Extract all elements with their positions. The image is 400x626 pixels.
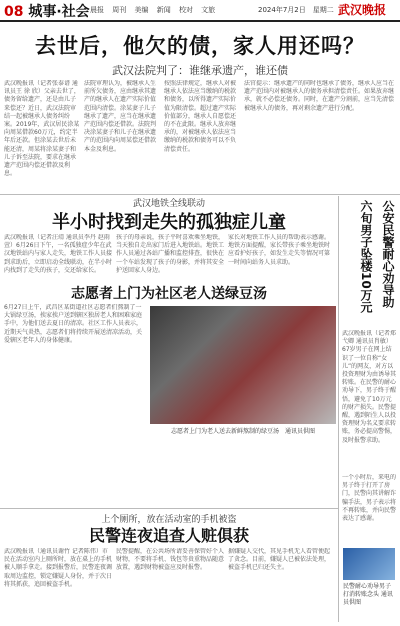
section-number: 08 xyxy=(4,4,24,20)
story3-headline: 志愿者上门为社区老人送绿豆汤 xyxy=(71,286,267,302)
section-name: 城事·社会 xyxy=(28,4,90,20)
tag-label: 新闻 xyxy=(156,6,171,14)
divider xyxy=(0,508,338,509)
story1-col1: 武汉晚报讯（记者张泰谱 通讯员王 徐 欣）父亲去世了，债务留给遗产，还是由儿子来偿还？近日，武汉法院审结一起被继承人债务纠纷案。2019年，武汉居民涂某向周某借款60万元，约定半年后还款。但涂某去世后未能还清，周某将涂某妻子和儿子诉至法院，要求在继承遗产范围内偿还借款及利息。 xyxy=(4,80,80,178)
section-title xyxy=(4,1,90,21)
story2-col3: 家长对地铁工作人员的帮助表示感谢。地铁方面提醒，家长带孩子乘坐地铁时应看护好孩子，如发生走失等情况可第一时间向站务人员求助。 xyxy=(228,234,331,266)
masthead xyxy=(0,0,400,22)
sidebar-body: 武汉晚报讯（记者郑弋卿 通讯员肖敏）67岁男子在网上结识了一位自称“女儿”的网友，对方以投资理财为由诱导其转账。在民警的耐心劝导下，男子终于醒悟，避免了10万元的财产损失。民警提醒，遇到陌生人以投资理财为名义要求转账，务必提高警惕，及时报警求助。 xyxy=(342,330,396,444)
sidebar-image xyxy=(343,548,395,580)
tag-label: 文旅 xyxy=(201,6,216,14)
sidebar-title-2: 公安民警耐心劝导助 xyxy=(381,200,395,308)
volunteer-photo xyxy=(150,306,336,424)
sidebar-title-1: 六旬男子坠楼10万元 xyxy=(359,200,373,313)
story4-col3: 据嫌疑人交代，其见手机无人看管便起了贪念。目前，嫌疑人已被依法处理，被盗手机已归还失主。 xyxy=(228,548,331,572)
story4-kicker: 上个厕所，放在活动室的手机被盗 xyxy=(101,515,237,525)
story2-col2: 孩子的母亲说，孩子平时喜欢乘坐地铁，当天独自走出家门后进入地铁站。地铁工作人员通过各站广播和监控排查，很快在一个车站发现了孩子的身影，并将其安全护送回家人身边。 xyxy=(116,234,224,274)
photo-caption: 志愿者上门为老人送去新鲜熬制的绿豆汤 通讯员供图 xyxy=(170,428,315,435)
sidebar-body-2: 一个小时后，来电的男子终于打开了房门，民警向其讲解诈骗手法，男子表示将不再转账，并向民警表达了感谢。 xyxy=(342,474,396,523)
story4-col1: 武汉晚报讯（通讯员谢竹 记者陈伟）市民在活动室内上厕所时，放在桌上的手机被人顺手拿走。接到报警后，民警连夜调取周边监控，锁定嫌疑人身份，并于次日将其抓获，追回被盗手机。 xyxy=(4,548,112,588)
tag-label: 晨报 xyxy=(90,6,104,14)
story2-col1: 武汉晚报讯（记者汪靖 通讯员李丹 赵雨萱）6月26日下午，一名孤独症少年在武汉地铁站内与家人走失，地铁工作人员接到求助后，立即启动全线联动，在半小时内找到了走失的孩子，交还给家长。 xyxy=(4,234,112,274)
story2-kicker: 武汉地铁全线联动 xyxy=(132,199,205,209)
sidebar-image-caption: 民警耐心劝导男子打消转账念头 通讯员供图 xyxy=(343,583,393,606)
story1-subhead: 武汉法院判了：谁继承遗产，谁还债 xyxy=(112,64,288,77)
story3-body: 6月27日上午，武昌区某街道社区志愿者们熬制了一大锅绿豆汤，挨家挨户送到辖区独居老人和困难家庭手中，为他们送去夏日的清凉。社区工作人员表示，近期天气炎热，志愿者们将持续开展送清凉活动，关爱辖区老年人的身体健康。 xyxy=(4,304,143,344)
divider xyxy=(0,194,400,195)
story1-col3: 按照法律规定，继承人对被继承人依法应当缴纳的税款和债务，以所得遗产实际价值为限清偿。超过遗产实际价值部分，继承人自愿偿还的不在此限。继承人放弃继承的，对被继承人依法应当缴纳的税款和债务可以不负清偿责任。 xyxy=(164,80,237,153)
newspaper-brand: 武汉晚报 xyxy=(338,3,387,17)
story1-col2: 法院审理认为，被继承人生前所欠债务，应由继承其遗产的继承人在遗产实际价值范围内清偿。涂某妻子儿子继承了遗产，应当在继承遗产范围内偿还借款。法院判决涂某妻子和儿子在继承遗产的范围内向周某偿还借款本金及利息。 xyxy=(84,80,157,153)
story4-col2: 民警提醒，在公共场所请妥善保管好个人财物，不要将手机、钱包等贵重物品随意放置，遇到财物被盗应及时报警。 xyxy=(116,548,224,572)
tag-label: 美编 xyxy=(134,6,149,14)
section-tags xyxy=(90,5,221,15)
story2-headline: 半小时找到走失的孤独症儿童 xyxy=(52,212,286,233)
story4-headline: 民警连夜追查人赃俱获 xyxy=(88,526,249,545)
story1-col4: 法官提示：继承遗产的同时也继承了债务，继承人应当在遗产范围内对被继承人的债务承担清偿责任。如果放弃继承，就不必偿还债务。同时，在遗产分割前，应当先清偿被继承人的债务，再对剩余遗产进行分配。 xyxy=(244,80,394,112)
issue-date: 2024年7月2日 星期二 xyxy=(258,6,334,14)
story1-headline: 去世后，他欠的债，家人用还吗？ xyxy=(35,34,365,58)
tag-label: 校对 xyxy=(178,6,193,14)
tag-label: 周刊 xyxy=(112,6,127,14)
